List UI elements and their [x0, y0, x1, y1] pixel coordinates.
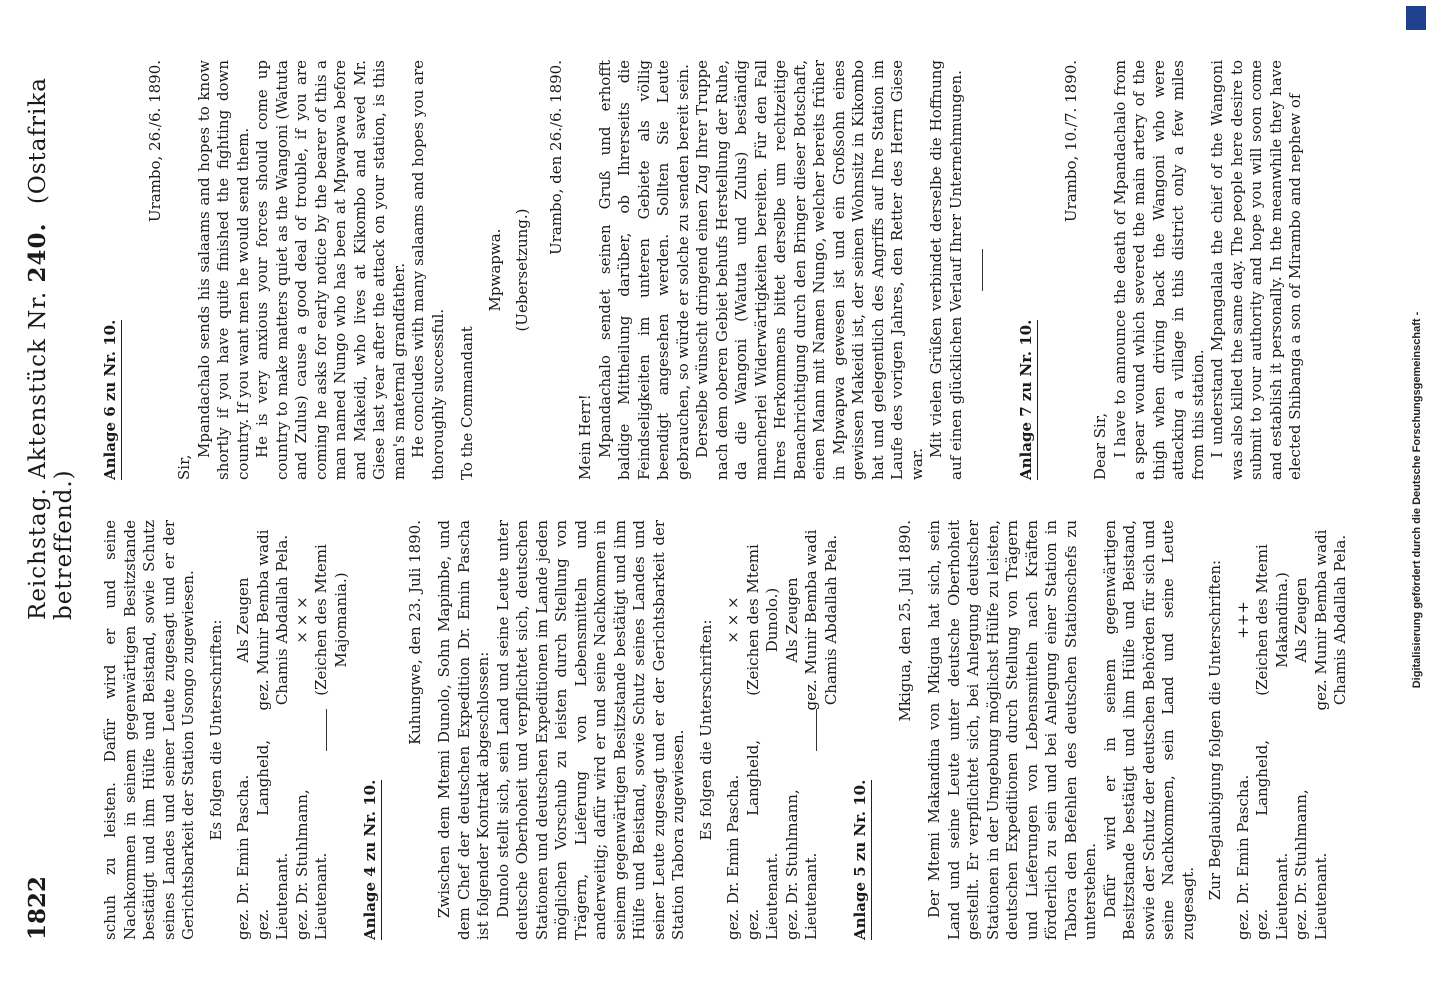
running-header — [24, 60, 77, 940]
signature-line: Lieutenant. — [1311, 852, 1330, 940]
witness-line: Chamis Abdallah Pela. — [1331, 534, 1349, 706]
signature-line: gez. Dr. Emin Pascha. — [724, 774, 742, 940]
signature-line: gez. Dr. Stuhlmann, — [1292, 789, 1310, 940]
paragraph: Dunolo stellt sich, sein Land und seine Leute unter deutsche Oberhoheit und verpflichtet sich, deutschen Stationen und deutschen Expeditionen im Lande jeden möglichen Vorschub zu leisten durch Stellung von Trägern, Lieferung von Lebensmitteln und anderweitig; dafür wird er und seine Nachkommen in seinem gegenwärtigen Besitzstande bestätigt und ihm Hülfe und Beistand, sowie Schutz seines Landes und seiner Leute zugesagt und er der Gerichtsbarkeit der Station Tabora zugewiesen. — [493, 520, 687, 940]
signature-block — [234, 520, 350, 940]
place-date: Urambo, 26./6. 1890. — [145, 60, 164, 223]
paragraph: Mpandachalo sends his salaams and hopes to know shortly if you have quite finished the fighting down country. If you want men he would send them. — [194, 60, 252, 480]
annex-heading: Anlage 6 zu Nr. 10. — [101, 320, 122, 480]
signature-line: gez. Langheld, Lieutenant. — [743, 740, 781, 940]
paragraph: He is very anxious your forces should come up country to make matters quiet as the Wangoni (Watuta and Zulus) cause a good deal of trouble, if you are coming he asks for early notice by the bearer of this a man named Nungo who has been at Mpwapwa before and Makeidi, who lives at Kikombo and saved Mr. Giese last year after the attack on your station, is this man's maternal grandfather. — [253, 60, 408, 480]
witness-line: Chamis Abdallah Pela. — [273, 534, 291, 706]
paragraph: Derselbe wünscht dringend einen Zug Ihrer Truppe nach dem oberen Gebiet behufs Herstellung der Ruhe, da die Wangoni (Watuta und Zulus) beständig mancherlei Widerwärtigkeiten bereiten. Für den Fall Ihres Herkommens bittet derselbe um rechtzeitige Benachrichtigung durch den Bringer dieser Botschaft, einen Mann mit Namen Nungo, welcher bereits früher in Mpwapwa gewesen ist und ein Großsohn eines gewissen Makeidi ist, der seinen Wohnsitz in Kikombo hat und gelegentlich des Angriffs auf Ihre Station im Laufe des vorigen Jahres, den Retter des Herrn Giese war. — [693, 60, 926, 480]
mark-caption: (Zeichen des Mtemi Makandina.) — [1253, 544, 1291, 696]
paragraph: Dafür wird er in seinem gegenwärtigen Besitzstande bestätigt und ihm Hülfe und Beistand, sowie der Schutz der deutschen Behörden für sich und seine Nachkommen, sein Land und seine Leute zugesagt. — [1100, 520, 1197, 940]
annex-heading: Anlage 7 zu Nr. 10. — [1017, 320, 1038, 480]
paragraph: I understand Mpangalala the chief of the Wangoni was also killed the same day. The people here desire to submit to your authority and hope you will soon come and establish it personally. In the meanwhile they have elected Shibanga a son of Mirambo and nephew of — [1208, 60, 1304, 480]
signature-line: gez. Dr. Stuhlmann, — [292, 789, 311, 940]
addressee-place: Mpwapwa. — [485, 228, 504, 312]
funding-note-strip — [1402, 0, 1432, 1000]
paragraph: schuh zu leisten. Dafür wird er und seine Nachkommen in seinem gegenwärtigen Besitzstande bestätigt und ihm Hülfe und Beistand, sowie Schutz seines Landes und seiner Leute zugesagt und er der Gerichtsbarkeit der Station Usongo zugewiesen. — [101, 520, 197, 940]
paragraph: Der Mtemi Makandina von Mkigua hat sich, sein Land und seine Leute unter deutsche Oberhoheit gestellt. Er verpflichtet sich, bei Anlegung deutscher Stationen in der Umgebung möglichst Hülfe zu leisten, deutschen Expeditionen durch Stellung von Trägern und Lieferungen von Lebensmitteln nach Kräften förderlich zu sein und bei Anlegung einer Station in Tabora den Befehlen des deutschen Stationschefs zu unterstehen. — [925, 520, 1099, 940]
signature-line: gez. Dr. Stuhlmann, — [782, 789, 801, 940]
witness-line: gez. Munir Bemba wadi — [802, 529, 820, 711]
paragraph: Mit vielen Grüßen verbindet derselbe die Hoffnung auf einen glücklichen Verlauf Ihrer Unternehmungen. — [927, 60, 965, 480]
section-divider — [982, 249, 983, 291]
mark-caption: (Zeichen des Mtemi Majomania.) — [312, 544, 350, 696]
page-number: 1822 — [24, 875, 51, 940]
salutation: Sir, — [175, 454, 193, 480]
signature-block — [724, 520, 840, 940]
addressee: To the Commandant — [458, 326, 476, 480]
signature-line: gez. Langheld, Lieutenant. — [253, 740, 291, 940]
place-date: Mkigua, den 25. Juli 1890. — [895, 520, 914, 722]
running-title-text: Reichstag. Aktenstück Nr. — [25, 290, 51, 620]
signature-line: Lieutenant. — [802, 852, 820, 940]
dfg-logo-text — [1406, 6, 1426, 30]
signature-line: gez. Langheld, Lieutenant. — [1253, 740, 1291, 940]
signature-line: gez. Dr. Emin Pascha. — [234, 774, 252, 940]
signatures-intro: Zur Beglaubigung folgen die Unterschriften: — [1206, 559, 1224, 901]
signatures-intro: Es folgen die Unterschriften: — [696, 619, 715, 841]
mark-line: × × × — [292, 596, 311, 644]
salutation: Dear Sir, — [1091, 412, 1109, 480]
running-title — [24, 60, 77, 620]
right-column — [101, 60, 1306, 480]
place-date: Urambo, den 26./6. 1890. — [546, 60, 565, 255]
witness-line: Als Zeugen — [234, 577, 252, 663]
mark-line: +++ — [1233, 601, 1252, 639]
funding-note: Digitalisierung gefördert durch die Deutsche Forschungsgemeinschaft - — [1411, 311, 1423, 689]
signature-line: Lieutenant. — [312, 852, 330, 940]
witness-line: Chamis Abdallah Pela. — [821, 534, 840, 706]
annex-heading: Anlage 4 zu Nr. 10. — [361, 780, 382, 940]
translation-note: (Uebersetzung.) — [513, 208, 531, 332]
place-date: Kuhungwe, den 23. Juli 1890. — [405, 520, 424, 745]
paragraph: I have to announce the death of Mpandachalo from a spear wound which severed the main artery of the thigh when driving back the Wangoni who were attacking a village in this district only a few miles from this station. — [1110, 60, 1207, 480]
left-column — [101, 520, 1349, 940]
document-page — [6, 20, 1426, 980]
mark-caption: (Zeichen des Mtemi Dunolo.) — [743, 544, 781, 696]
mark-line: × × × — [724, 596, 742, 644]
signature-line: gez. Dr. Emin Pascha. — [1233, 774, 1252, 940]
place-date: Urambo, 10./7. 1890. — [1061, 60, 1080, 223]
paragraph: Zwischen dem Mtemi Dunolo, Sohn Mapimbe, und dem Chef der deutschen Expedition Dr. Emin Pascha ist folgender Kontrakt abgeschlossen: — [435, 520, 492, 940]
paragraph: He concludes with many salaams and hopes you are thoroughly successful. — [409, 60, 447, 480]
dfg-logo — [1406, 6, 1426, 30]
witness-line: Als Zeugen — [1292, 577, 1310, 663]
document-subject: (Ostafrika betreffend.) — [25, 77, 77, 620]
document-number: 240. — [24, 222, 51, 283]
witness-line: gez. Munir Bemba wadi — [253, 529, 272, 711]
witness-line: Als Zeugen — [782, 577, 801, 663]
witness-line: gez. Munir Bemba wadi — [1311, 529, 1330, 711]
paragraph: Mpandachalo sendet seinen Gruß und erhofft baldige Mittheilung darüber, ob Ihrerseits die Feindseligkeiten im unteren Gebiete als völlig beendigt angesehen werden. Sollten Sie Leute gebrauchen, so würde er solche zu senden bereit sein. — [595, 60, 692, 480]
annex-heading: Anlage 5 zu Nr. 10. — [851, 780, 872, 940]
signatures-intro: Es folgen die Unterschriften: — [206, 619, 225, 841]
salutation: Mein Herr! — [576, 394, 594, 480]
signature-block — [1233, 520, 1349, 940]
